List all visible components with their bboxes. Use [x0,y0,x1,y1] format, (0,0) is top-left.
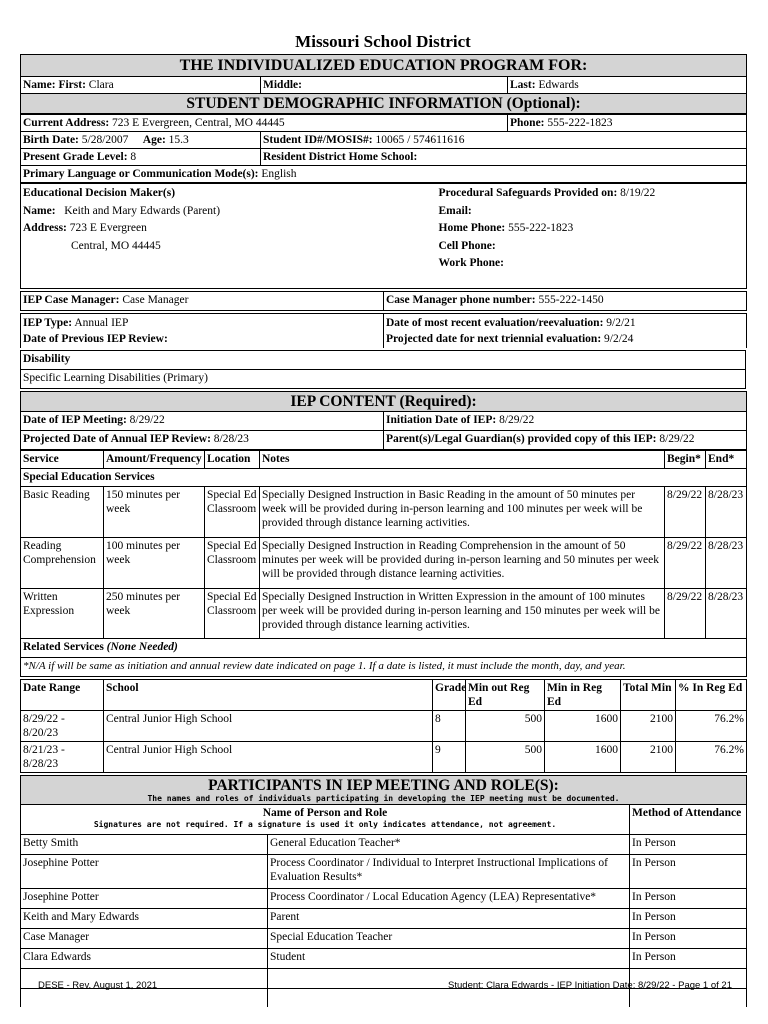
iep-page [20,30,746,1007]
demographic-table: Current Address: 723 E Evergreen, Central, MO 44445 Phone: 555-222-1823 Birth Date: 5/28/2007 Age: 15.3 Student ID#/MOSIS#: 10065 / 574611616 Present Grade Level: 8 Resident District Home School: Primary Language or Communication Mode(s): English [20,114,747,183]
edm-address-2: Central, MO 44445 [71,239,161,252]
name-row: Name: First: Clara Middle: Last: Edwards [21,77,747,94]
district-title: Missouri School District [295,32,471,51]
first-name: Clara [88,79,114,91]
participant-row-empty [21,989,747,1007]
range-header-row: Date Range School Grade Min out Reg Ed Min in Reg Ed Total Min % In Reg Ed [21,680,747,711]
participants-note: The names and roles of individuals participating in developing the IEP meeting must be documented. [147,794,620,803]
related-services: Related Services (None Needed) [21,639,747,658]
age: 15.3 [168,134,189,146]
edm-home-phone: 555-222-1823 [508,222,574,234]
triennial-date: 9/2/24 [604,333,634,345]
last-name: Edwards [538,79,579,91]
disability-value: Specific Learning Disabilities (Primary) [21,370,746,389]
iep-title: THE INDIVIDUALIZED EDUCATION PROGRAM FOR: [21,55,747,77]
services-header-row: Service Amount/Frequency Location Notes Begin* End* [21,451,747,469]
recent-evaluation: 9/2/21 [606,317,636,329]
na-note: *N/A if will be same as initiation and annual review date indicated on page 1. If a date is listed, it must include the month, day, and year. [21,658,747,677]
primary-language: English [261,168,297,180]
disability-table [20,350,746,389]
student-id: 10065 / 574611616 [375,134,465,146]
range-row: 8/21/23 - 8/28/23 Central Junior High School 9 500 1600 2100 76.2% [21,742,747,773]
copy-provided-date: 8/29/22 [659,433,695,445]
content-table: IEP CONTENT (Required): Date of IEP Meeting: 8/29/22 Initiation Date of IEP: 8/29/22 Projected Date of Annual IEP Review: 8/28/23 Parent(s)/Legal Guardian(s) provided copy of this IEP: 8/29/22 [20,391,747,450]
date-range-table [20,679,747,773]
edm-address-1: 723 E Evergreen [69,222,147,234]
participants-table [20,775,747,1007]
service-row: Written Expression 250 minutes per week Special Ed Classroom Specially Designed Instruction in Written Expression in the amount of 100 minutes per week will be provided during in-person learning and 150 minutes per week will be provided through distance learning activities. 8/29/22 8/28/23 [21,589,747,639]
header-table [20,54,747,114]
participants-column-method: Method of Attendance [630,805,747,835]
case-manager-phone: 555-222-1450 [538,294,604,306]
safeguards-date: 8/19/22 [620,187,656,199]
participant-row: Case Manager Special Education Teacher In Person [21,929,747,949]
special-ed-label: Special Education Services [21,469,747,487]
services-table [20,450,747,677]
birth-date: 5/28/2007 [81,134,129,146]
decision-maker-table: Educational Decision Maker(s) Name: Keith and Mary Edwards (Parent) Address: 723 E Evergreen Central, MO 44445 Procedural Safeguards Provided on: 8/19/22 Email: Home Phone: 555-222-1823 Cell Phone: Work Phone: [20,183,747,289]
participant-row: Josephine Potter Process Coordinator / Local Education Agency (LEA) Representative* In Person [21,889,747,909]
case-manager: Case Manager [122,294,189,306]
iep-type: Annual IEP [74,317,129,329]
annual-review-date: 8/28/23 [213,433,249,445]
service-row: Basic Reading 150 minutes per week Special Ed Classroom Specially Designed Instruction in Basic Reading in the amount of 50 minutes per week will be provided during in-person learning and 100 minutes per week will be provided through distance learning activities. 8/29/22 8/28/23 [21,487,747,538]
current-address: 723 E Evergreen, Central, MO 44445 [112,117,285,129]
edm-name: Keith and Mary Edwards (Parent) [64,204,221,217]
iep-type-table: IEP Type: Annual IEP Date of Previous IEP Review: Date of most recent evaluation/reevaluation: 9/2/21 Projected date for next triennial evaluation: 9/2/24 [20,313,747,348]
signature-note: Signatures are not required. If a signature is used it only indicates attendance, not agreement. [93,820,557,829]
initiation-date: 8/29/22 [499,414,535,426]
service-row: Reading Comprehension 100 minutes per week Special Ed Classroom Specially Designed Instruction in Reading Comprehension in the amount of 50 minutes per week will be provided during in-person learning and 50 minutes per week will be provided through distance learning activities. 8/29/22 8/28/23 [21,538,747,589]
phone: 555-222-1823 [547,117,613,129]
participant-row: Josephine Potter Process Coordinator / Individual to Interpret Instructional Implications of Evaluation Results* In Person [21,855,747,889]
content-title: IEP CONTENT (Required): [21,392,747,412]
footer-student-info: Student: Clara Edwards - IEP Initiation Date: 8/29/22 - Page 1 of 21 [448,980,732,991]
participant-row: Betty Smith General Education Teacher* In Person [21,835,747,855]
participants-title: PARTICIPANTS IN IEP MEETING AND ROLE(S): [208,777,559,794]
demographic-title: STUDENT DEMOGRAPHIC INFORMATION (Optional): [21,94,747,114]
case-manager-table: IEP Case Manager: Case Manager Case Manager phone number: 555-222-1450 [20,291,747,311]
meeting-date: 8/29/22 [129,414,165,426]
participant-row: Clara Edwards Student In Person [21,949,747,969]
edm-title: Educational Decision Maker(s) [23,187,176,199]
participant-row: Keith and Mary Edwards Parent In Person [21,909,747,929]
participants-column-name: Name of Person and Role [262,807,388,819]
grade-level: 8 [130,151,137,163]
footer-revision: DESE - Rev. August 1, 2021 [38,980,158,991]
range-row: 8/29/22 - 8/20/23 Central Junior High School 8 500 1600 2100 76.2% [21,711,747,742]
disability-label: Disability [21,351,746,370]
